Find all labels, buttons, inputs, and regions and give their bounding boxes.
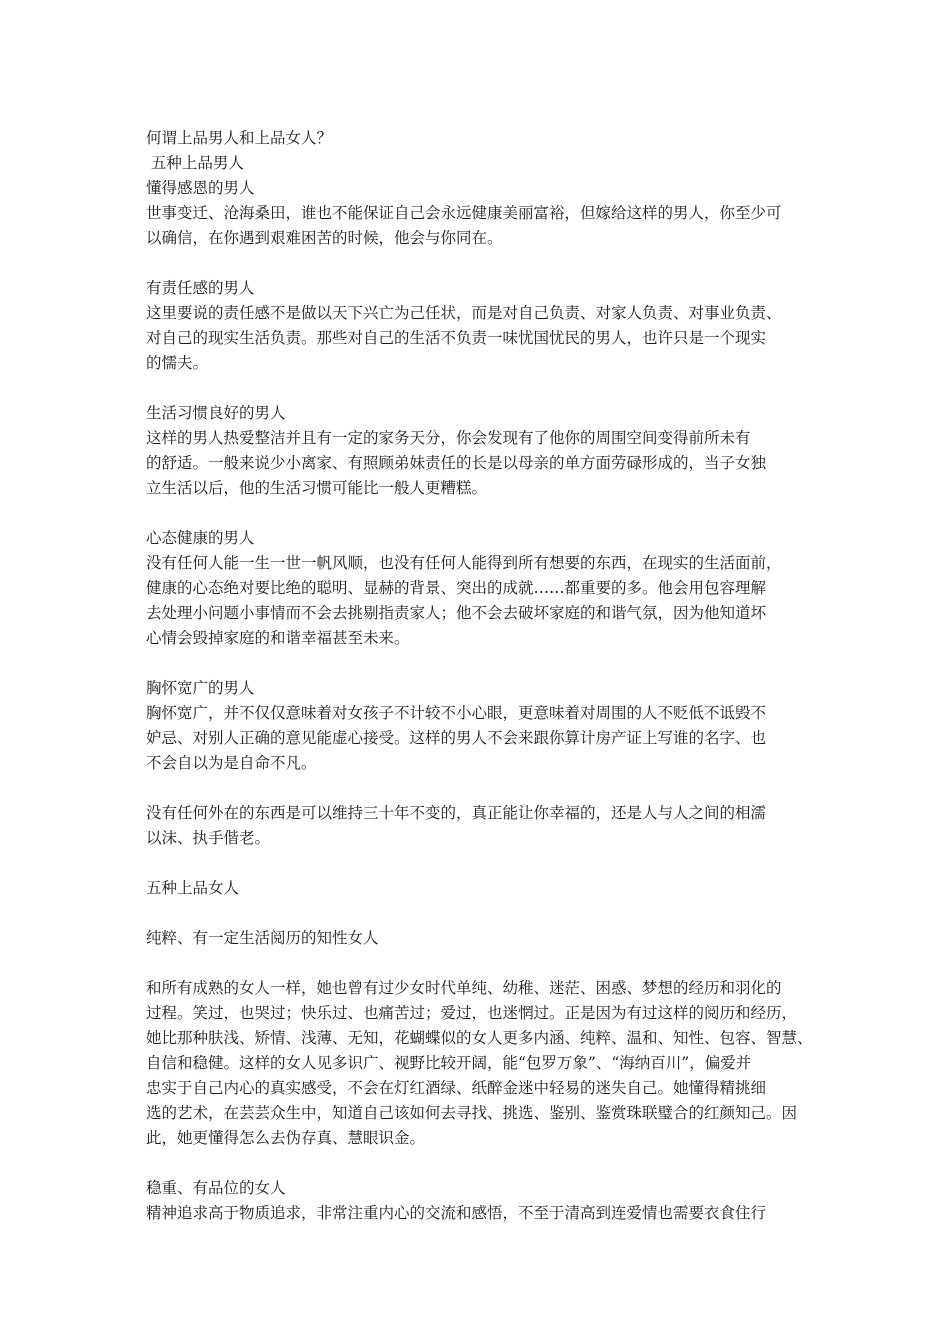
text-line: 健康的心态绝对要比绝的聪明、显赫的背景、突出的成就……都重要的多。他会用包容理解 (146, 579, 767, 597)
text-line: 的舒适。一般来说少小离家、有照顾弟妹责任的长是以母亲的单方面劳碌形成的，当子女独 (146, 454, 767, 472)
blank-line (146, 376, 810, 401)
text-line: 精神追求高于物质追求，非常注重内心的交流和感悟，不至于清高到连爱情也需要衣食住行 (146, 1204, 767, 1222)
text-line: 懂得感恩的男人 (146, 179, 255, 197)
text-line: 有责任感的男人 (146, 279, 255, 297)
blank-line (146, 651, 810, 676)
text-line: 世事变迁、沧海桑田，谁也不能保证自己会永远健康美丽富裕，但嫁给这样的男人，你至少可 (146, 204, 782, 222)
blank-line (146, 851, 810, 876)
text-line: 妒忌、对别人正确的意见能虚心接受。这样的男人不会来跟你算计房产证上写谁的名字、也 (146, 729, 767, 747)
text-line: 她比那种肤浅、矫情、浅薄、无知，花蝴蝶似的女人更多内涵、纯粹、温和、知性、包容、智慧、 (146, 1029, 813, 1047)
text-line: 以沫、执手偕老。 (146, 829, 271, 847)
text-line: 对自己的现实生活负责。那些对自己的生活不负责一味忧国忧民的男人，也许只是一个现实 (146, 329, 767, 347)
text-line: 生活习惯良好的男人 (146, 404, 286, 422)
blank-line (146, 951, 810, 976)
blank-line (146, 501, 810, 526)
text-line: 过程。笑过，也哭过；快乐过、也痛苦过；爱过，也迷惘过。正是因为有过这样的阅历和经历， (146, 1004, 798, 1022)
text-line: 纯粹、有一定生活阅历的知性女人 (146, 929, 379, 947)
text-line: 没有任何外在的东西是可以维持三十年不变的，真正能让你幸福的，还是人与人之间的相濡 (146, 804, 767, 822)
text-line: 稳重、有品位的女人 (146, 1179, 286, 1197)
text-line: 和所有成熟的女人一样，她也曾有过少女时代单纯、幼稚、迷茫、困惑、梦想的经历和羽化的 (146, 979, 782, 997)
blank-line (146, 251, 810, 276)
text-line: 此，她更懂得怎么去伪存真、慧眼识金。 (146, 1129, 426, 1147)
text-line: 心态健康的男人 (146, 529, 255, 547)
text-line: 立生活以后，他的生活习惯可能比一般人更糟糕。 (146, 479, 488, 497)
text-line: 以确信，在你遇到艰难困苦的时候，他会与你同在。 (146, 229, 503, 247)
document-page (146, 126, 813, 1226)
text-line: 不会自以为是自命不凡。 (146, 754, 317, 772)
text-line: 胸怀宽广的男人 (146, 679, 255, 697)
text-line: 的懦夫。 (146, 354, 209, 372)
text-line: 选的艺术，在芸芸众生中，知道自己该如何去寻找、挑选、鉴别、鉴赏珠联璧合的红颜知己。因 (146, 1104, 798, 1122)
text-line: 心情会毁掉家庭的和谐幸福甚至未来。 (146, 629, 410, 647)
text-line: 这里要说的责任感不是做以天下兴亡为己任状，而是对自己负责、对家人负责、对事业负责、 (146, 304, 782, 322)
text-line: 自信和稳健。这样的女人见多识广、视野比较开阔，能“包罗万象”、“海纳百川”，偏爱并 (146, 1054, 752, 1072)
text-line: 五种上品女人 (146, 879, 240, 897)
text-line: 去处理小问题小事情而不会去挑剔指责家人；他不会去破坏家庭的和谐气氛，因为他知道坏 (146, 604, 767, 622)
text-line: 忠实于自己内心的真实感受，不会在灯红酒绿、纸醉金迷中轻易的迷失自己。她懂得精挑细 (146, 1079, 767, 1097)
blank-line (146, 1151, 810, 1176)
text-line: 这样的男人热爱整洁并且有一定的家务天分，你会发现有了他你的周围空间变得前所未有 (146, 429, 751, 447)
blank-line (146, 901, 810, 926)
text-line: 没有任何人能一生一世一帆风顺，也没有任何人能得到所有想要的东西，在现实的生活面前， (146, 554, 782, 572)
text-line: 胸怀宽广，并不仅仅意味着对女孩子不计较不小心眼，更意味着对周围的人不贬低不诋毁不 (146, 704, 767, 722)
blank-line (146, 776, 810, 801)
text-line: 何谓上品男人和上品女人？ (146, 129, 333, 147)
text-line: 五种上品男人 (146, 154, 244, 172)
